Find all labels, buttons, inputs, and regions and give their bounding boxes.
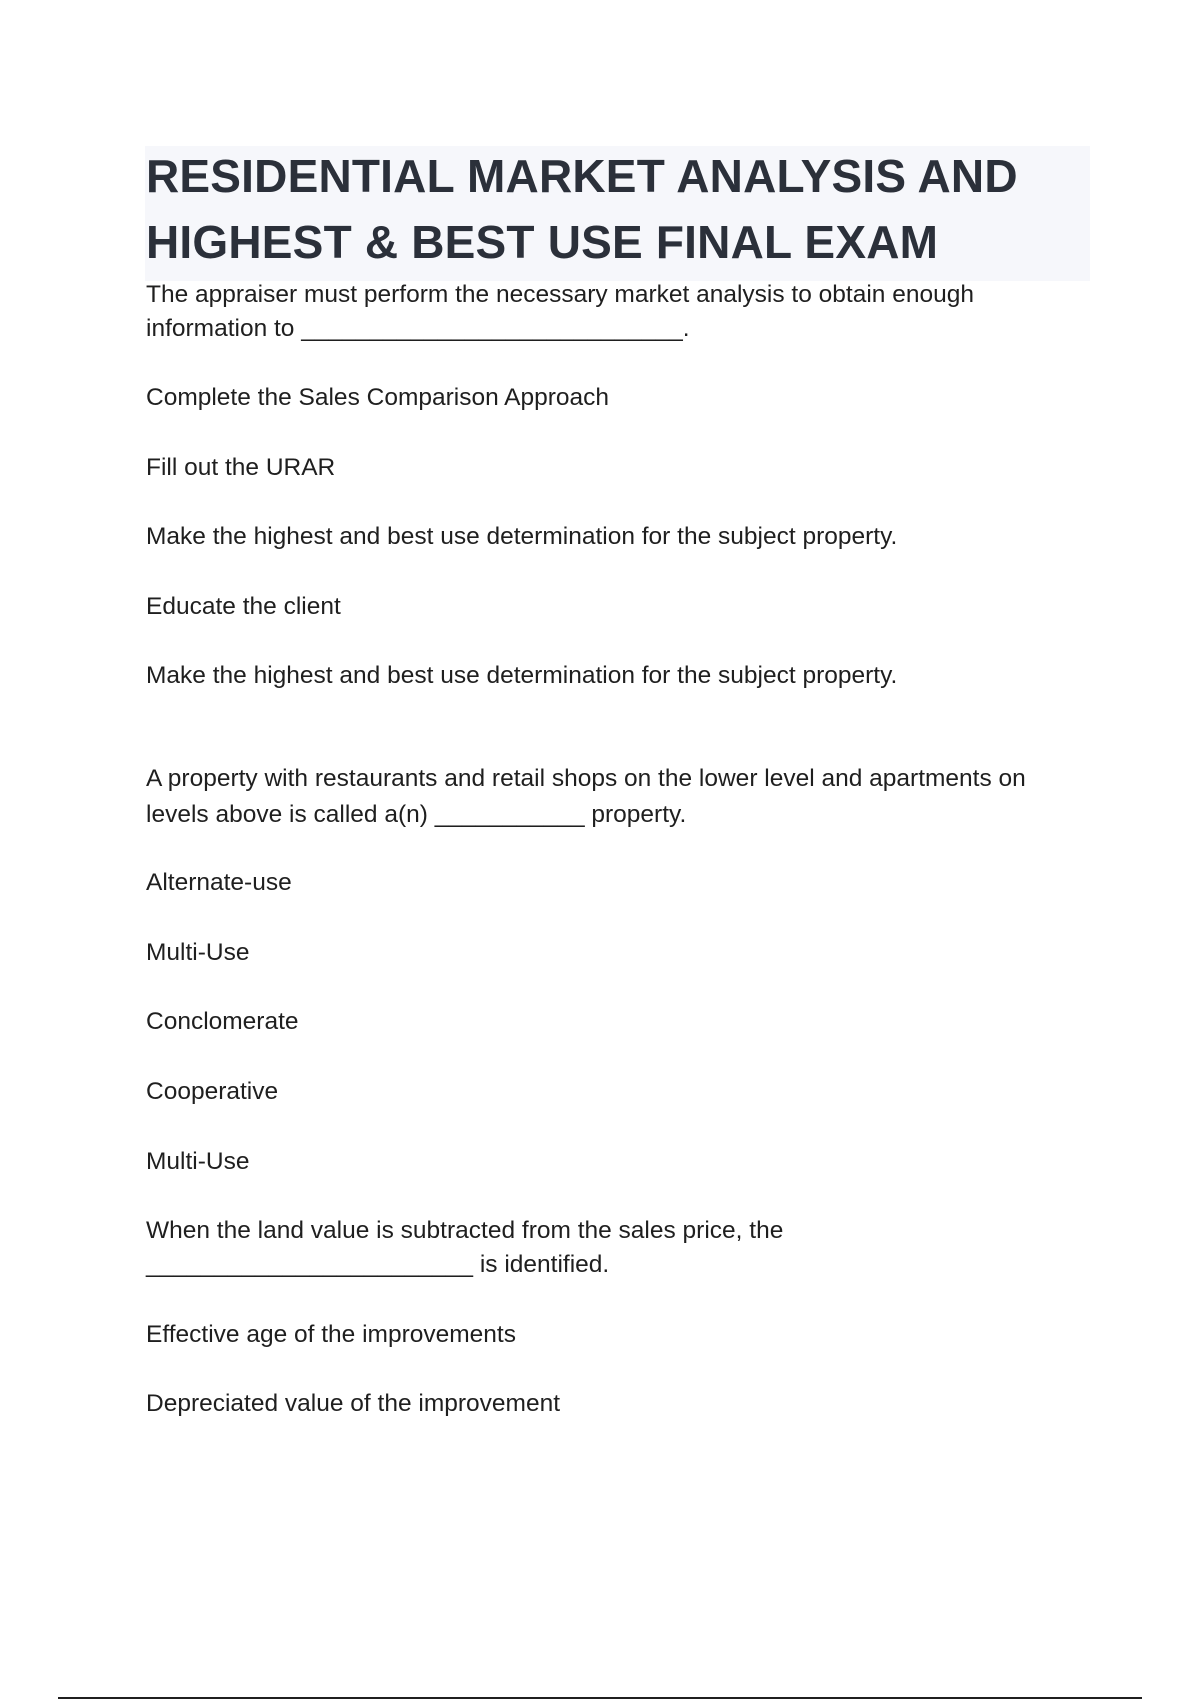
question-3-prompt-line-2: ________________________ is identified. — [146, 1251, 610, 1278]
question-1-option-4: Educate the client — [146, 593, 341, 620]
question-2-prompt-line-2: levels above is called a(n) ___________ property. — [146, 801, 687, 828]
question-3-option-2: Depreciated value of the improvement — [146, 1390, 560, 1417]
question-1-option-2: Fill out the URAR — [146, 454, 336, 481]
question-1-option-1: Complete the Sales Comparison Approach — [146, 384, 610, 411]
question-3-option-1: Effective age of the improvements — [146, 1321, 516, 1348]
question-2-answer: Multi-Use — [146, 1148, 250, 1175]
question-2-option-2: Multi-Use — [146, 939, 250, 966]
question-1-option-3: Make the highest and best use determination for the subject property. — [146, 523, 898, 550]
question-1-prompt-line-1: The appraiser must perform the necessary market analysis to obtain enough — [146, 281, 974, 308]
footer-rule — [58, 1697, 1142, 1699]
question-2-prompt-line-1: A property with restaurants and retail shops on the lower level and apartments on — [146, 765, 1026, 792]
question-2-option-3: Conclomerate — [146, 1008, 299, 1035]
question-1-answer: Make the highest and best use determination for the subject property. — [146, 662, 898, 689]
question-3-prompt-line-1: When the land value is subtracted from the sales price, the — [146, 1217, 784, 1244]
question-1-prompt-line-2: information to ____________________________. — [146, 315, 690, 342]
document-title: RESIDENTIAL MARKET ANALYSIS AND HIGHEST & BEST USE FINAL EXAM — [146, 150, 1018, 268]
question-2-option-1: Alternate-use — [146, 869, 292, 896]
question-2-option-4: Cooperative — [146, 1078, 279, 1105]
